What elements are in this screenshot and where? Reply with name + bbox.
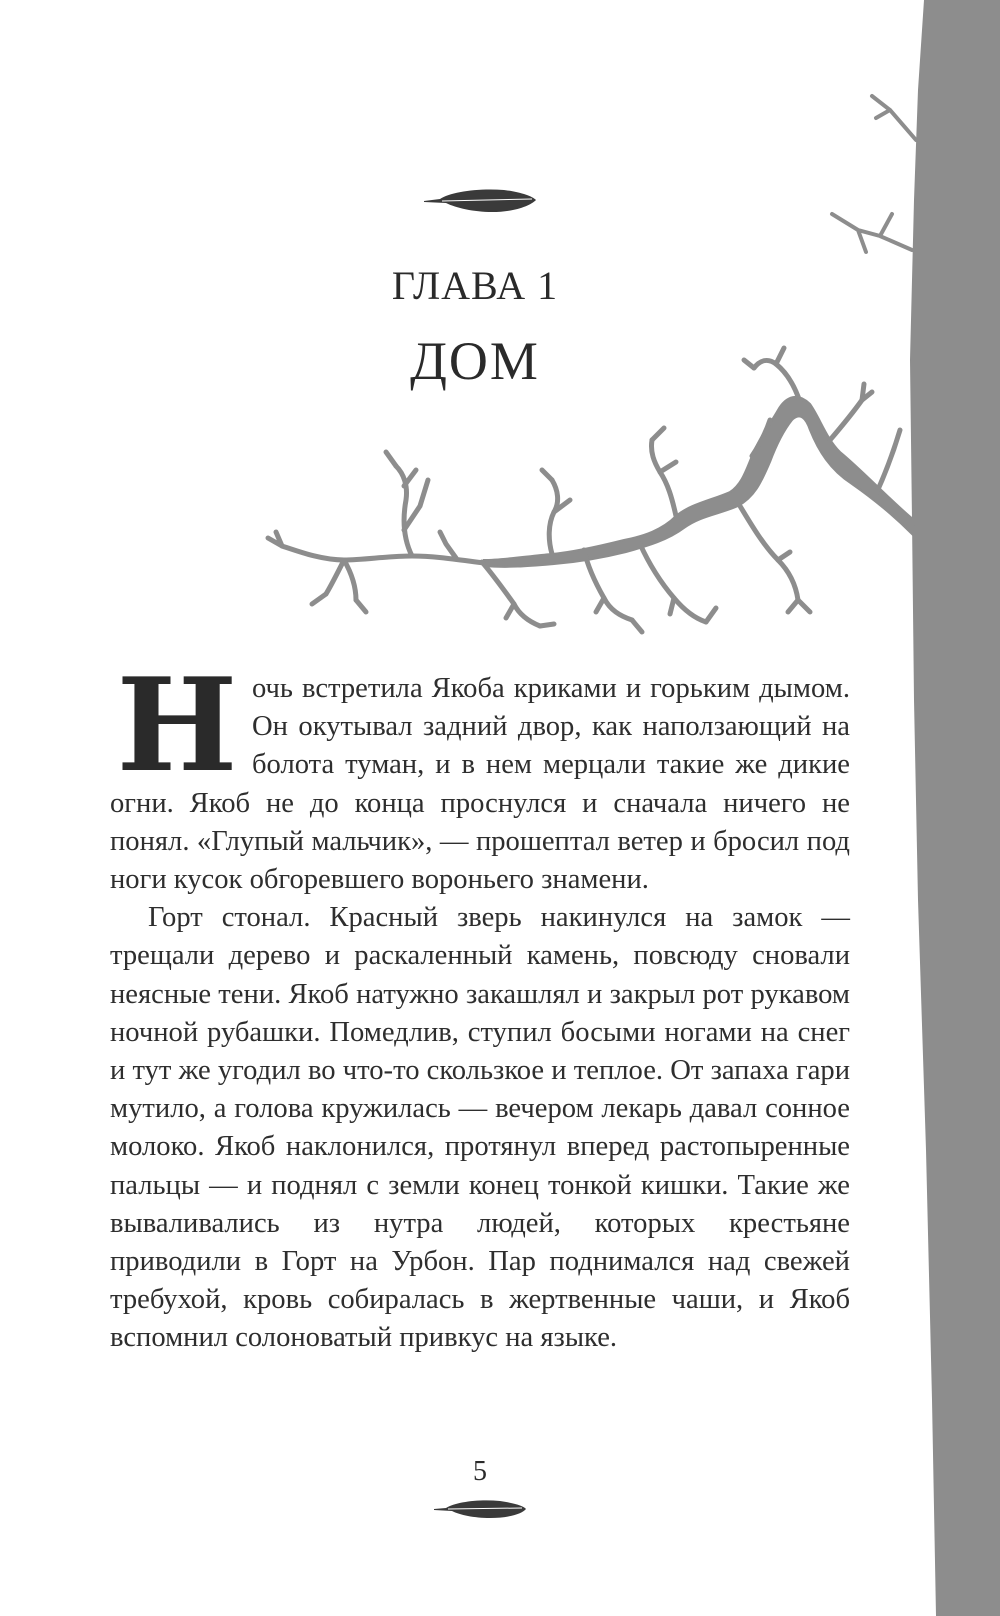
chapter-number: ГЛАВА 1 xyxy=(391,263,559,308)
page-number: 5 xyxy=(473,1456,487,1487)
feather-ornament-top xyxy=(420,186,540,216)
feather-ornament-bottom xyxy=(430,1496,530,1522)
tree-trunk xyxy=(910,0,1000,1616)
drop-cap-letter: Н xyxy=(116,651,238,801)
paragraph-1: очь встретила Якоба криками и горьким дымом. Он окутывал задний двор, как наползающий на болота туман, и в нем мерцали такие же дикие огни. Якоб не до конца проснулся и сначала ничего не понял. «Глупый мальчик», — прошептал ветер и бросил под ноги кусок обгоревшего вороньего знамени. xyxy=(110,673,850,896)
paragraph-2: Горт стонал. Красный зверь накинулся на замок — трещали дерево и раскаленный камень, повсюду сновали неясные тени. Якоб натужно закашлял и закрыл рот рукавом ночной рубашки. Помедлив, ступил босыми ногами на снег и тут же угодил во что-то скользкое и теплое. От запаха гари мутило, а голова кружилась — вечером лекарь давал сонное молоко. Якоб наклонился, протянул вперед растопыренные пальцы — и поднял с земли конец тонкой кишки. Такие же вываливались из нутра людей, которых крестьяне приводили в Горт на Урбон. Пар поднимался над свежей требухой, кровь собиралась в жертвенные чаши, и Якоб вспомнил солоноватый привкус на языке. xyxy=(110,902,850,1354)
chapter-title: ДОМ xyxy=(410,331,540,391)
chapter-body xyxy=(110,651,850,1358)
